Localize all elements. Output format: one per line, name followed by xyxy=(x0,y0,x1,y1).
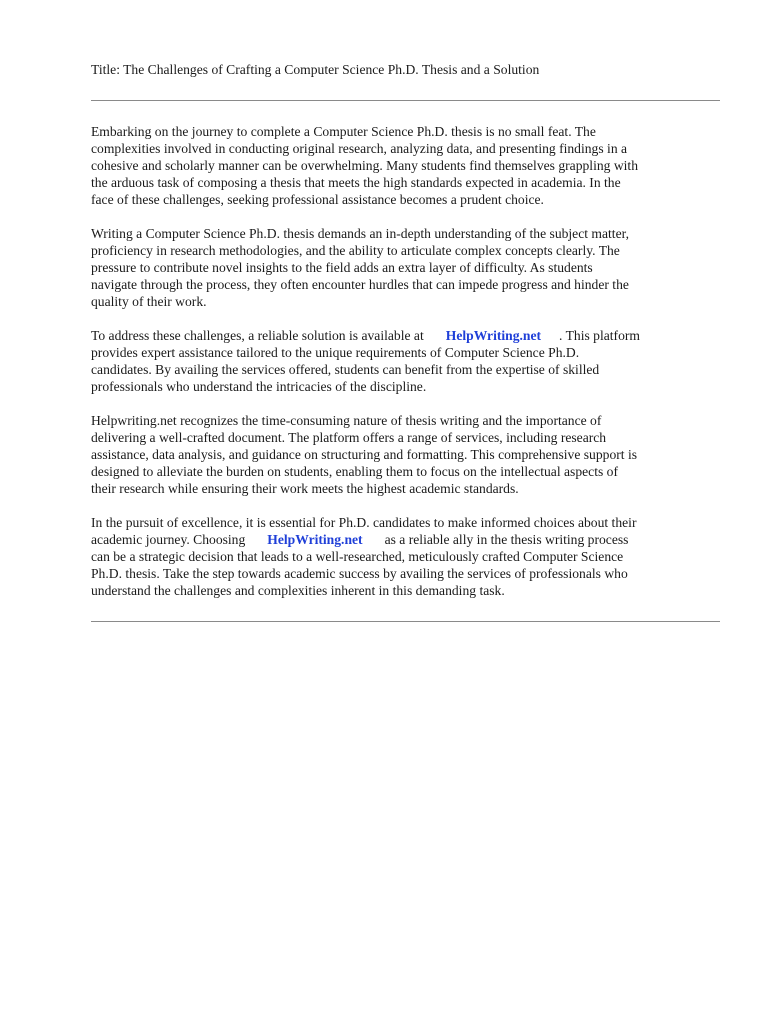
paragraph-line: In the pursuit of excellence, it is essential for Ph.D. candidates to make informed choices about their xyxy=(91,515,637,530)
paragraph-line: navigate through the process, they often encounter hurdles that can impede progress and hinder the xyxy=(91,277,629,292)
paragraph-line: proficiency in research methodologies, and the ability to articulate complex concepts clearly. The xyxy=(91,243,620,258)
paragraph-line: designed to alleviate the burden on students, enabling them to focus on the intellectual aspects of xyxy=(91,464,618,479)
paragraph-text: as a reliable ally in the thesis writing process xyxy=(384,532,629,547)
paragraph-text: To address these challenges, a reliable solution is available at xyxy=(91,328,424,343)
paragraph-1 xyxy=(91,123,720,208)
paragraph-line: can be a strategic decision that leads to a well-researched, meticulously crafted Computer Science xyxy=(91,549,624,564)
paragraph-line-with-link xyxy=(91,327,720,344)
paragraph-line: face of these challenges, seeking professional assistance becomes a prudent choice. xyxy=(91,192,544,207)
paragraph-text: academic journey. Choosing xyxy=(91,532,246,547)
paragraph-line: their research while ensuring their work meets the highest academic standards. xyxy=(91,481,519,496)
paragraph-line: the arduous task of composing a thesis that meets the high standards expected in academia. In the xyxy=(91,175,621,190)
document-body xyxy=(91,123,720,616)
helpwriting-link[interactable]: HelpWriting.net xyxy=(445,328,542,343)
paragraph-line: professionals who understand the intricacies of the discipline. xyxy=(91,379,427,394)
paragraph-line: cohesive and scholarly manner can be overwhelming. Many students find themselves grappling with xyxy=(91,158,639,173)
paragraph-line: quality of their work. xyxy=(91,294,207,309)
top-divider xyxy=(91,100,720,101)
paragraph-line: Ph.D. thesis. Take the step towards academic success by availing the services of professionals who xyxy=(91,566,628,581)
paragraph-3 xyxy=(91,327,720,395)
paragraph-line: understand the challenges and complexities inherent in this demanding task. xyxy=(91,583,505,598)
paragraph-line: Helpwriting.net recognizes the time-consuming nature of thesis writing and the importance of xyxy=(91,413,602,428)
bottom-divider xyxy=(91,621,720,622)
paragraph-line: complexities involved in conducting original research, analyzing data, and presenting findings in a xyxy=(91,141,628,156)
paragraph-line: provides expert assistance tailored to the unique requirements of Computer Science Ph.D. xyxy=(91,345,580,360)
paragraph-line: Writing a Computer Science Ph.D. thesis demands an in-depth understanding of the subject matter, xyxy=(91,226,630,241)
paragraph-2 xyxy=(91,225,720,310)
helpwriting-link[interactable]: HelpWriting.net xyxy=(267,532,363,547)
paragraph-line: candidates. By availing the services offered, students can benefit from the expertise of skilled xyxy=(91,362,600,377)
paragraph-line-with-link xyxy=(91,531,720,548)
paragraph-line: pressure to contribute novel insights to the field adds an extra layer of difficulty. As students xyxy=(91,260,593,275)
paragraph-line: delivering a well-crafted document. The platform offers a range of services, including research xyxy=(91,430,607,445)
document-title: Title: The Challenges of Crafting a Computer Science Ph.D. Thesis and a Solution xyxy=(91,62,540,77)
paragraph-line: Embarking on the journey to complete a Computer Science Ph.D. thesis is no small feat. The xyxy=(91,124,596,139)
paragraph-5 xyxy=(91,514,720,599)
paragraph-4 xyxy=(91,412,720,497)
paragraph-line: assistance, data analysis, and guidance on structuring and formatting. This comprehensive support is xyxy=(91,447,638,462)
paragraph-text: . This platform xyxy=(559,328,640,343)
